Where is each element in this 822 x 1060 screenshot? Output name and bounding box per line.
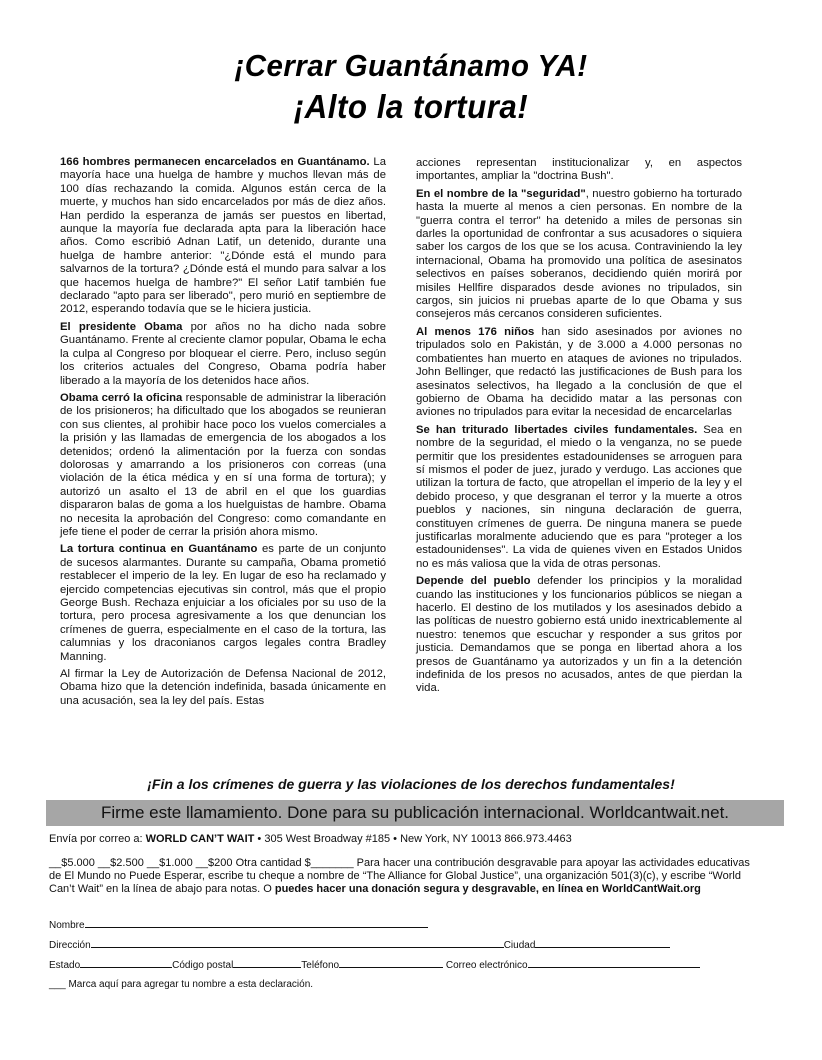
donation-online-link[interactable]: puedes hacer una donación segura y desgravable, en línea en WorldCantWait.org	[274, 883, 701, 896]
paragraph-text: acciones representan institucionalizar y, en aspectos importantes, ampliar la "doctrina Bush".	[416, 157, 742, 183]
paragraph-lead: Al menos 176 niños	[416, 325, 535, 338]
name-field[interactable]	[85, 918, 428, 928]
city-field[interactable]	[535, 938, 670, 948]
paragraph-text: Al firmar la Ley de Autorización de Defensa Nacional de 2012, Obama hizo que la detención indefinida, basada únicamente en una acusación, sea la ley del país. Estas	[60, 668, 386, 707]
call-to-action-banner: Firme este llamamiento. Done para su publicación internacional. Worldcantwait.net.	[46, 800, 784, 826]
paragraph-text: es parte de un conjunto de sucesos alarmantes. Durante su campaña, Obama prometió restablecer el imperio de la ley. En lugar de eso ha reclamado y ejercido competencias ejecutivas sin control, más que el propio George Bush. Rechaza enjuiciar a los oficiales por su uso de la tortura, pero procesa agresivamente a los que denuncian los crímenes de guerra, especialmente en el caso de la tortura, las calumnias y los draconianos cargos legales contra Bradley Manning.	[60, 543, 387, 663]
right-column	[416, 157, 742, 700]
paragraph	[60, 156, 386, 317]
email-label: Correo electrónico	[443, 960, 528, 971]
paragraph-lead: Depende del pueblo	[416, 575, 531, 588]
paragraph-text: defender los principios y la moralidad cuando las instituciones y los funcionarios públicos se niegan a hacerlo. El destino de los mutilados y los asesinados debido a las políticas de nuestro gobierno está unido inextricablemente al nuestro: tenemos que escuchar y responder a sus gritos por justicia. Demandamos que se ponga en libertad ahora a los presos de Guantánamo ya autorizados y un fin a la detención indefinida de los presos no acusados, antes de que pierdan la vida.	[416, 575, 742, 695]
paragraph-text: por años no ha dicho nada sobre Guantánamo. Frente al creciente clamor popular, Obama le echa la culpa al Congreso por bloquear el cierre. Pero, incluso según los criterios actuales del Congreso, Obama podría haber liberado a la mayoría de los detenidos hace años.	[60, 320, 386, 387]
signature-checkbox[interactable]: ___	[49, 979, 66, 990]
address-field[interactable]	[91, 938, 504, 948]
name-row	[49, 918, 428, 931]
mail-prefix: Envía por correo a:	[49, 833, 146, 845]
paragraph-text: , nuestro gobierno ha torturado hasta la muerte al menos a cien personas. En nombre de la "guerra contra el terror" ha detenido a miles de personas sin darles la oportunidad de confrontar a sus acusadores o siquiera saber los cargos de los que se los acusa. Contraviniendo la ley internacional, Obama ha promovido una política de asesinatos selectivos en países soberanos, decidiendo quién morirá por misiles Hellfire disparados desde aviones no tripulados, sin cargos, sin juicios ni pruebas aparte de lo que Obama y sus consejeros más cercanos consideren suficientes.	[416, 187, 743, 321]
paragraph	[416, 575, 742, 696]
state-field[interactable]	[80, 958, 172, 968]
paragraph-text: Sea en nombre de la seguridad, el miedo o la venganza, no se puede permitir que los presidentes estadounidenses se arroguen para sí mismos el poder de juez, jurado y verdugo. Las acciones que utilizan la tortura de facto, que atropellan el imperio de la ley y el debido proceso, y que desgranan el terror y la muerte a otros pueblos y naciones, sin ninguna declaración de guerra, constituyen crímenes de guerra. De ninguna manera se puede justificarlas moralmente aduciendo que es para "proteger a los estadounidenses". La vida de quienes viven en Estados Unidos no es más valiosa que la vida de otras personas.	[416, 423, 742, 570]
page-title: ¡Cerrar Guantánamo YA!	[234, 48, 588, 83]
address-row	[49, 938, 670, 951]
mail-instructions	[49, 833, 572, 845]
paragraph	[60, 392, 386, 539]
paragraph	[60, 543, 386, 664]
paragraph-lead: En el nombre de la "seguridad"	[416, 187, 586, 200]
zip-field[interactable]	[233, 958, 301, 968]
paragraph	[416, 326, 742, 420]
paragraph	[416, 424, 742, 571]
tagline: ¡Fin a los crímenes de guerra y las violaciones de los derechos fundamentales!	[147, 776, 675, 792]
page-subtitle: ¡Alto la tortura!	[293, 88, 529, 125]
paragraph-text: La mayoría hace una huelga de hambre y muchos llevan más de 100 días rechazando la comida. Algunos están cerca de la muerte, y muchos han sido encarcelados por más de diez años. Han perdido la esperanza de jamás ser puestos en libertad, aunque la mayoría fue declarada apta para la liberación hace años. Como escribió Adnan Latif, un detenido, durante una huelga de hambre anterior: "¿Dónde está el mundo para salvarnos de la tortura? ¿Dónde está el mundo para salvar a los que hacemos huelga de hambre?" El señor Latif también fue declarado "apto para ser liberado", pero murió en septiembre de 2012, esperando todavía que se le hiciera justicia.	[60, 156, 386, 316]
paragraph-lead: 166 hombres permanecen encarcelados en Guantánamo.	[60, 156, 370, 168]
phone-field[interactable]	[339, 958, 443, 968]
mail-address: • 305 West Broadway #185 • New York, NY 10013 866.973.4463	[254, 833, 572, 845]
zip-label: Código postal	[172, 960, 234, 971]
contact-row	[49, 958, 700, 971]
donation-text: __$5.000 __$2.500 __$1.000 __$200 Otra cantidad $_______ Para hacer una contribución desgravable para apoyar las actividades educativas de El Mundo no Puede Esperar, escribe tu cheque a nombre de “The Alliance for Global Justice”, una organización 501(3)(c), y escribe “World Can’t Wait” en la línea de abajo para notas. O	[49, 857, 750, 896]
paragraph-lead: Se han triturado libertades civiles fundamentales.	[416, 423, 698, 436]
paragraph-text: responsable de administrar la liberación de los prisioneros; ha dificultado que los abogados se reunieran con sus clientes, al prohibir hace poco los vuelos comerciales a la prisión y las llamadas de emergencia de los abogados a los detenidos; ordenó la alimentación por la fuerza con sondas dolorosas y amarrando a los prisioneros con correas (una violación de la ética médica y en sí una forma de tortura); y autorizó un asalto el 13 de abril en el que los guardias dispararon balas de goma a los huelguistas de hambre. Obama no necesita la aprobación del Congreso: como comandante en jefe tiene el poder de cerrar la prisión ahora mismo.	[60, 391, 386, 538]
name-label: Nombre	[49, 920, 85, 931]
left-column	[60, 156, 386, 712]
email-field[interactable]	[528, 958, 700, 968]
signature-check-label: Marca aquí para agregar tu nombre a esta declaración.	[65, 979, 314, 990]
paragraph-text: han sido asesinados por aviones no tripulados solo en Pakistán, y de 3.000 a 4.000 personas no combatientes han muerto en ataques de aviones no tripulados. John Bellinger, que redactó las justificaciones de Bush para los asesinatos selectivos, ha llegado a la conclusión de que el gobierno de Obama ha decidido matar a las personas con aviones no tripulados para evitar la necesidad de encarcelarlas	[416, 325, 742, 419]
org-name: WORLD CAN’T WAIT	[145, 833, 255, 845]
phone-label: Teléfono	[301, 960, 340, 971]
paragraph	[416, 157, 742, 184]
donation-instructions	[49, 857, 757, 897]
paragraph	[60, 668, 386, 708]
paragraph	[60, 321, 386, 388]
city-label: Ciudad	[503, 940, 536, 951]
paragraph	[416, 188, 742, 322]
state-label: Estado	[49, 960, 81, 971]
paragraph-lead: El presidente Obama	[60, 320, 183, 333]
signature-check-row	[49, 979, 313, 990]
paragraph-lead: La tortura continua en Guantánamo	[60, 543, 258, 556]
paragraph-lead: Obama cerró la oficina	[60, 391, 183, 404]
address-label: Dirección	[49, 940, 91, 951]
